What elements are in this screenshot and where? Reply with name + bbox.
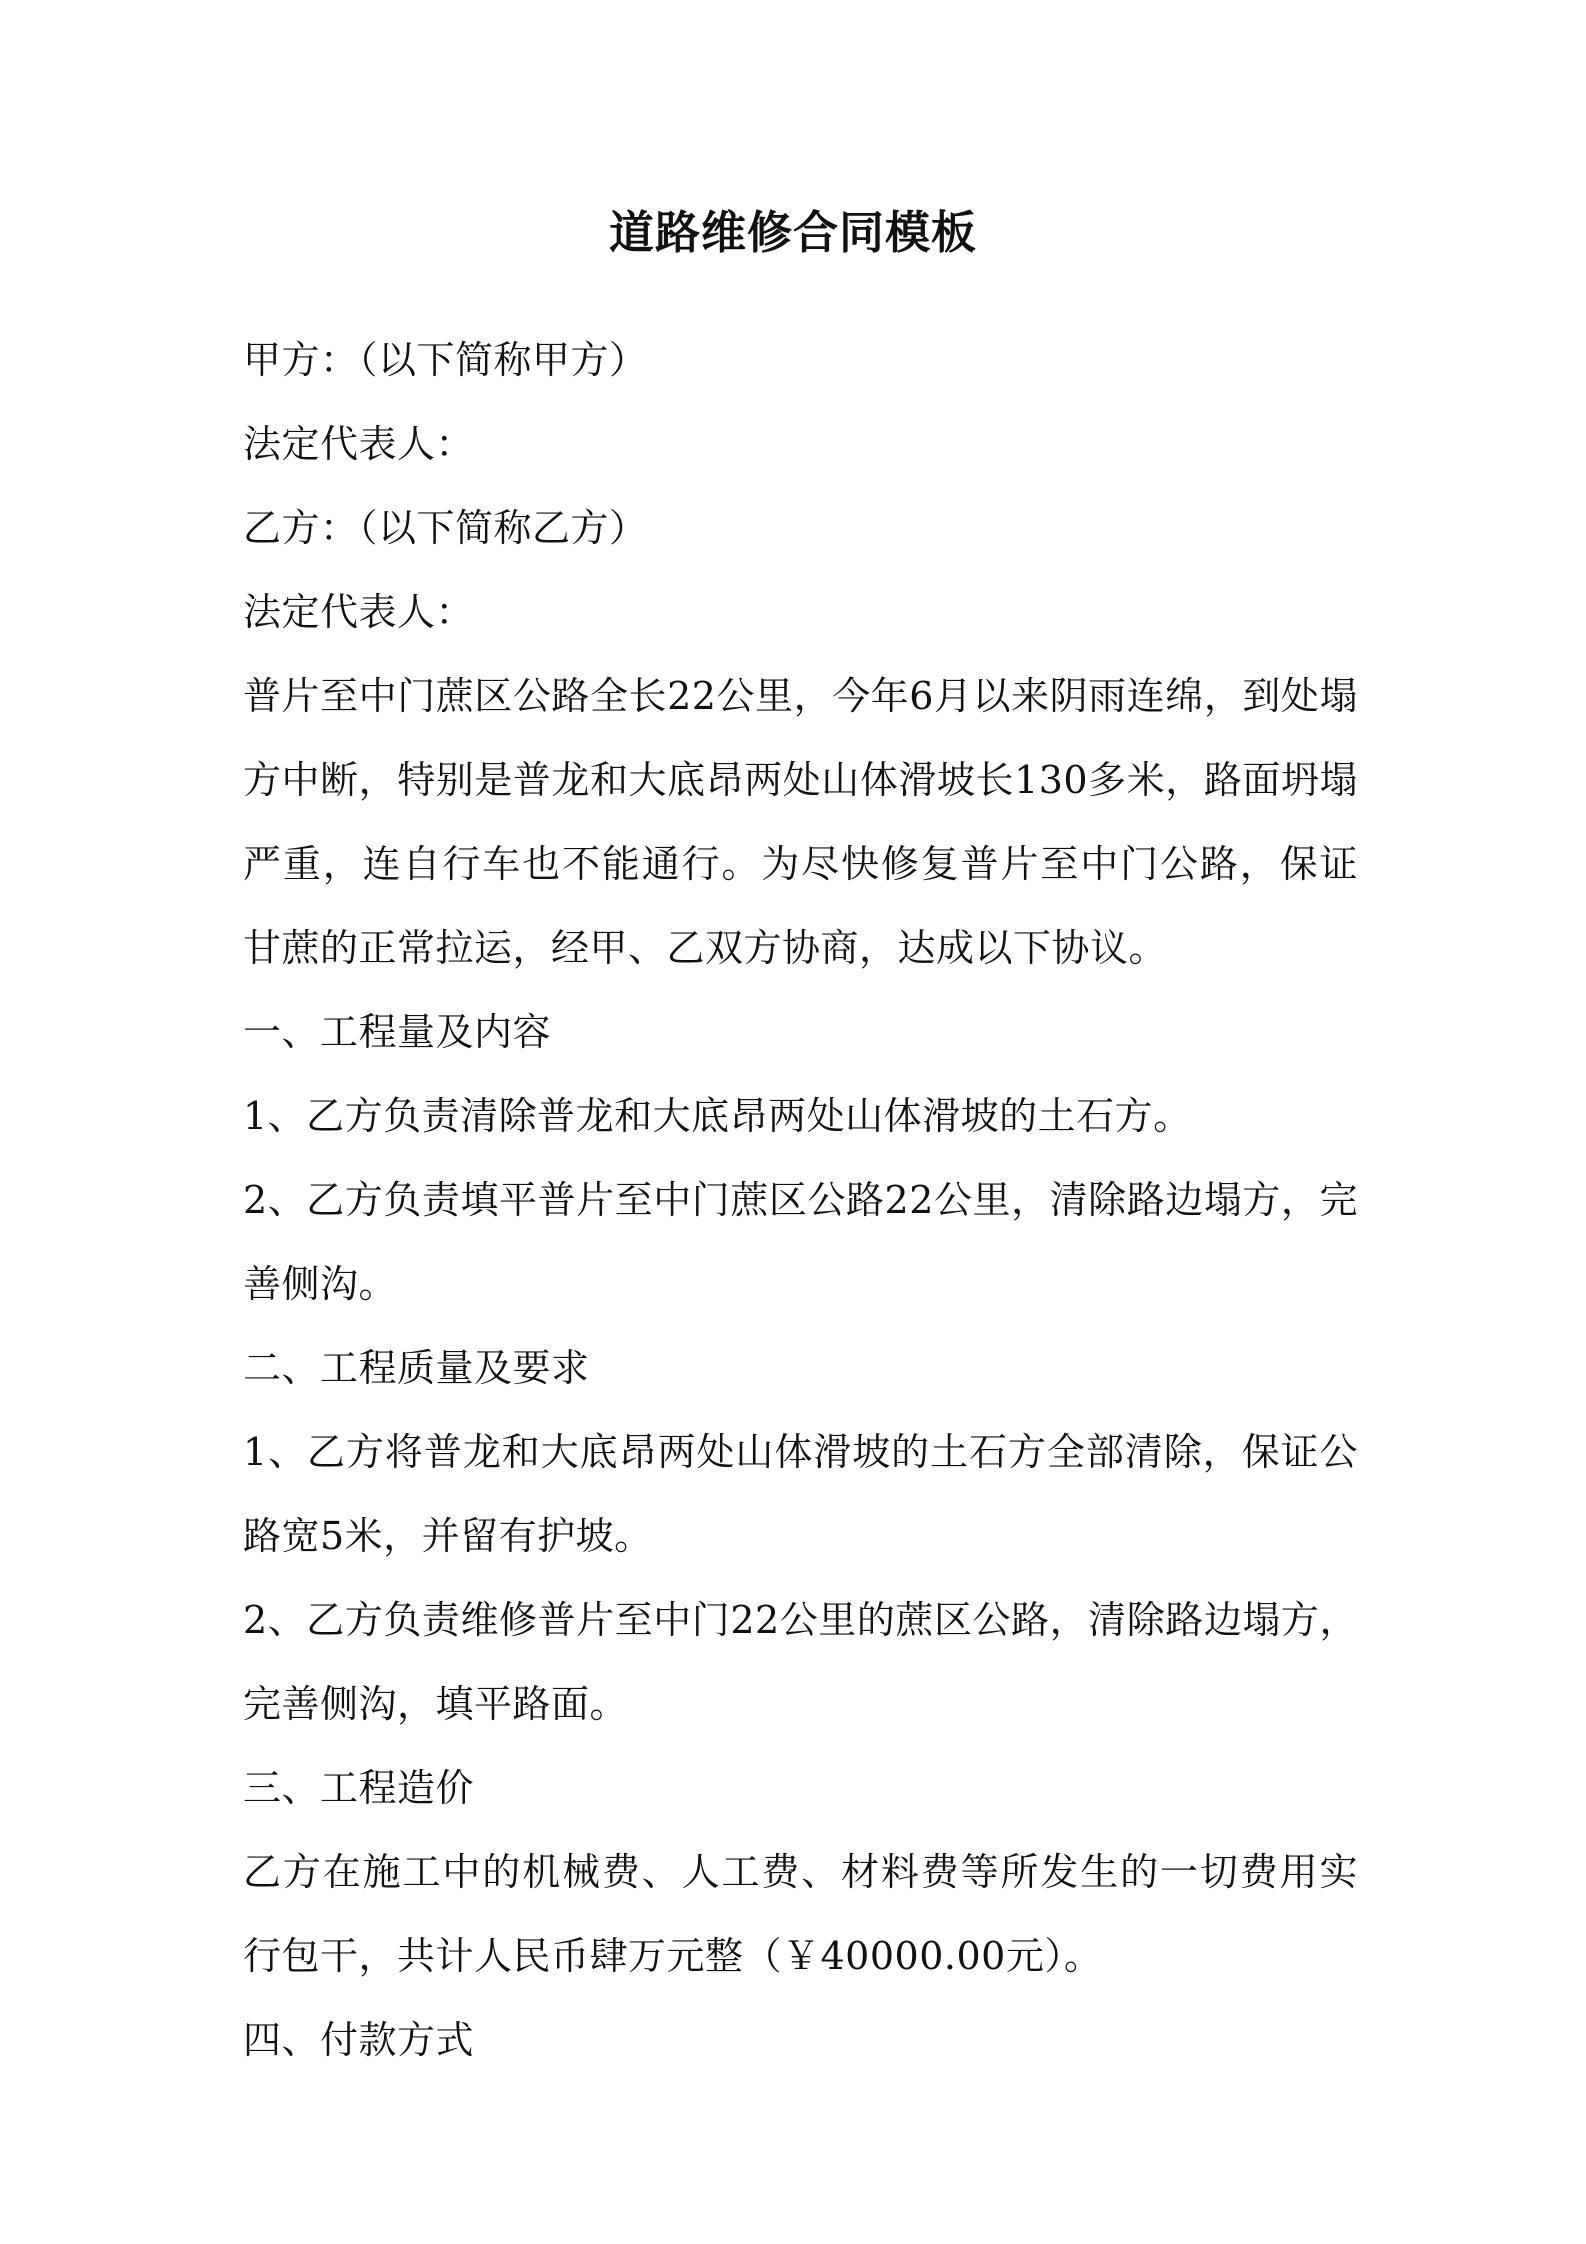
section-heading-quality: 二、工程质量及要求 xyxy=(243,1346,590,1390)
preamble-paragraph: 普片至中门蔗区公路全长22公里，今年6月以来阴雨连绵，到处塌方中断，特别是普龙和大底昂两处山体滑坡长130多米，路面坍塌严重，连自行车也不能通行。为尽快修复普片至中门公路，保证甘蔗的正常拉运，经甲、乙双方协商，达成以下协议。 xyxy=(243,674,1358,970)
cost-paragraph: 乙方在施工中的机械费、人工费、材料费等所发生的一切费用实行包干，共计人民币肆万元整（￥40000.00元）。 xyxy=(243,1850,1358,1978)
scope-item-2: 2、乙方负责填平普片至中门蔗区公路22公里，清除路边塌方，完善侧沟。 xyxy=(243,1178,1358,1306)
document-title: 道路维修合同模板 xyxy=(608,206,977,259)
document-body xyxy=(243,318,1358,2082)
quality-item-1: 1、乙方将普龙和大底昂两处山体滑坡的土石方全部清除，保证公路宽5米，并留有护坡。 xyxy=(243,1430,1358,1558)
quality-item-2: 2、乙方负责维修普片至中门22公里的蔗区公路，清除路边塌方，完善侧沟，填平路面。 xyxy=(243,1598,1358,1726)
scope-item-1: 1、乙方负责清除普龙和大底昂两处山体滑坡的土石方。 xyxy=(243,1094,1192,1138)
section-heading-scope: 一、工程量及内容 xyxy=(243,1010,552,1054)
party-b-line: 乙方：（以下简称乙方） xyxy=(243,506,648,550)
party-a-representative-line: 法定代表人： xyxy=(243,422,475,466)
party-a-line: 甲方：（以下简称甲方） xyxy=(243,338,648,382)
section-heading-cost: 三、工程造价 xyxy=(243,1766,475,1810)
section-heading-payment: 四、付款方式 xyxy=(243,2018,475,2062)
party-b-representative-line: 法定代表人： xyxy=(243,590,475,634)
